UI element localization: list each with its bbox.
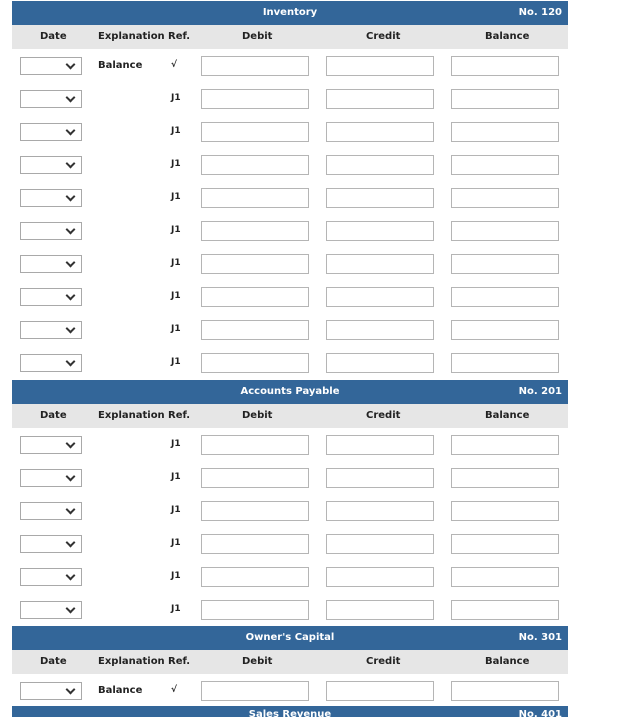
ledger-header [12, 380, 568, 404]
debit-input[interactable] [201, 287, 309, 307]
ref-text: √ [171, 60, 178, 70]
col-debit: Debit [242, 31, 273, 42]
balance-input[interactable] [451, 188, 559, 208]
ref-text: J1 [171, 324, 181, 334]
col-balance: Balance [485, 656, 530, 667]
col-balance: Balance [485, 410, 530, 421]
date-select[interactable] [20, 535, 82, 553]
ledger-title: Accounts Payable [240, 386, 340, 397]
chevron-down-icon [66, 571, 76, 581]
credit-input[interactable] [326, 188, 434, 208]
ledger-row [12, 313, 568, 346]
ledger-title: Owner's Capital [245, 632, 335, 643]
ref-text: J1 [171, 439, 181, 449]
debit-input[interactable] [201, 89, 309, 109]
credit-input[interactable] [326, 600, 434, 620]
explanation-text: Balance [98, 60, 143, 71]
debit-input[interactable] [201, 155, 309, 175]
ledger-rows [12, 674, 568, 707]
credit-input[interactable] [326, 320, 434, 340]
date-select[interactable] [20, 222, 82, 240]
ledger-accounts-payable [12, 380, 568, 626]
balance-input[interactable] [451, 221, 559, 241]
ledger-row [12, 560, 568, 593]
debit-input[interactable] [201, 567, 309, 587]
col-ref: Ref. [168, 410, 191, 421]
chevron-down-icon [66, 93, 76, 103]
col-ref: Ref. [168, 656, 191, 667]
balance-input[interactable] [451, 534, 559, 554]
date-select[interactable] [20, 321, 82, 339]
date-select[interactable] [20, 123, 82, 141]
debit-input[interactable] [201, 122, 309, 142]
ref-text: J1 [171, 571, 181, 581]
debit-input[interactable] [201, 221, 309, 241]
explanation-text: Balance [98, 685, 143, 696]
balance-input[interactable] [451, 353, 559, 373]
date-select[interactable] [20, 288, 82, 306]
date-select[interactable] [20, 354, 82, 372]
ref-text: J1 [171, 225, 181, 235]
balance-input[interactable] [451, 254, 559, 274]
column-header-row [12, 25, 568, 49]
ledger-row [12, 181, 568, 214]
ledger-row [12, 148, 568, 181]
col-date: Date [40, 410, 67, 421]
ref-text: J1 [171, 604, 181, 614]
chevron-down-icon [66, 685, 76, 695]
chevron-down-icon [66, 324, 76, 334]
debit-input[interactable] [201, 320, 309, 340]
col-credit: Credit [366, 31, 401, 42]
col-explanation: Explanation [98, 656, 165, 667]
chevron-down-icon [66, 126, 76, 136]
credit-input[interactable] [326, 287, 434, 307]
credit-input[interactable] [326, 122, 434, 142]
balance-input[interactable] [451, 681, 559, 701]
col-date: Date [40, 656, 67, 667]
ledger-header-partial [12, 706, 568, 717]
ref-text: J1 [171, 505, 181, 515]
credit-input[interactable] [326, 221, 434, 241]
ledger-header [12, 626, 568, 650]
ledger-owners-capital [12, 626, 568, 707]
debit-input[interactable] [201, 501, 309, 521]
date-select[interactable] [20, 682, 82, 700]
balance-input[interactable] [451, 600, 559, 620]
ref-text: J1 [171, 291, 181, 301]
ledger-inventory [12, 1, 568, 379]
ref-text: J1 [171, 192, 181, 202]
col-balance: Balance [485, 31, 530, 42]
credit-input[interactable] [326, 353, 434, 373]
ledger-row [12, 428, 568, 461]
column-header-row [12, 404, 568, 428]
col-credit: Credit [366, 410, 401, 421]
col-debit: Debit [242, 656, 273, 667]
ledger-number: No. 201 [518, 386, 562, 397]
ledger-row [12, 346, 568, 379]
debit-input[interactable] [201, 534, 309, 554]
ledger-row [12, 115, 568, 148]
ledger-row [12, 247, 568, 280]
balance-input[interactable] [451, 320, 559, 340]
ledger-row [12, 674, 568, 707]
ledger-number: No. 120 [518, 7, 562, 18]
credit-input[interactable] [326, 155, 434, 175]
debit-input[interactable] [201, 188, 309, 208]
column-header-row [12, 650, 568, 674]
chevron-down-icon [66, 225, 76, 235]
col-explanation: Explanation [98, 410, 165, 421]
date-select[interactable] [20, 568, 82, 586]
ledger-row [12, 593, 568, 626]
chevron-down-icon [66, 439, 76, 449]
date-select[interactable] [20, 57, 82, 75]
credit-input[interactable] [326, 681, 434, 701]
credit-input[interactable] [326, 254, 434, 274]
balance-input[interactable] [451, 435, 559, 455]
ref-text: J1 [171, 472, 181, 482]
debit-input[interactable] [201, 353, 309, 373]
ref-text: J1 [171, 357, 181, 367]
ledger-title: Inventory [262, 7, 318, 18]
date-select[interactable] [20, 90, 82, 108]
date-select[interactable] [20, 469, 82, 487]
credit-input[interactable] [326, 468, 434, 488]
date-select[interactable] [20, 189, 82, 207]
ledger-row [12, 461, 568, 494]
col-date: Date [40, 31, 67, 42]
balance-input[interactable] [451, 287, 559, 307]
credit-input[interactable] [326, 56, 434, 76]
debit-input[interactable] [201, 254, 309, 274]
ledger-header [12, 1, 568, 25]
date-select[interactable] [20, 156, 82, 174]
balance-input[interactable] [451, 567, 559, 587]
ref-text: J1 [171, 258, 181, 268]
chevron-down-icon [66, 604, 76, 614]
ledger-rows [12, 428, 568, 626]
ledger-row [12, 527, 568, 560]
credit-input[interactable] [326, 567, 434, 587]
date-select[interactable] [20, 502, 82, 520]
ref-text: J1 [171, 538, 181, 548]
ledger-row [12, 280, 568, 313]
ledger-row [12, 82, 568, 115]
balance-input[interactable] [451, 122, 559, 142]
debit-input[interactable] [201, 56, 309, 76]
chevron-down-icon [66, 159, 76, 169]
date-select[interactable] [20, 601, 82, 619]
col-credit: Credit [366, 656, 401, 667]
chevron-down-icon [66, 505, 76, 515]
balance-input[interactable] [451, 155, 559, 175]
date-select[interactable] [20, 255, 82, 273]
debit-input[interactable] [201, 468, 309, 488]
balance-input[interactable] [451, 501, 559, 521]
chevron-down-icon [66, 357, 76, 367]
ledger-row [12, 214, 568, 247]
chevron-down-icon [66, 291, 76, 301]
ledger-row [12, 49, 568, 82]
debit-input[interactable] [201, 435, 309, 455]
ledger-number: No. 301 [518, 632, 562, 643]
chevron-down-icon [66, 472, 76, 482]
col-debit: Debit [242, 410, 273, 421]
col-explanation: Explanation [98, 31, 165, 42]
ledger-row [12, 494, 568, 527]
credit-input[interactable] [326, 534, 434, 554]
chevron-down-icon [66, 60, 76, 70]
ref-text: J1 [171, 126, 181, 136]
balance-input[interactable] [451, 468, 559, 488]
ledger-title: Sales Revenue [248, 709, 332, 717]
debit-input[interactable] [201, 681, 309, 701]
chevron-down-icon [66, 192, 76, 202]
ref-text: √ [171, 685, 178, 695]
ledger-number: No. 401 [518, 709, 562, 717]
chevron-down-icon [66, 258, 76, 268]
credit-input[interactable] [326, 501, 434, 521]
ref-text: J1 [171, 93, 181, 103]
credit-input[interactable] [326, 89, 434, 109]
ref-text: J1 [171, 159, 181, 169]
col-ref: Ref. [168, 31, 191, 42]
balance-input[interactable] [451, 89, 559, 109]
balance-input[interactable] [451, 56, 559, 76]
credit-input[interactable] [326, 435, 434, 455]
debit-input[interactable] [201, 600, 309, 620]
ledger-rows [12, 49, 568, 379]
date-select[interactable] [20, 436, 82, 454]
chevron-down-icon [66, 538, 76, 548]
